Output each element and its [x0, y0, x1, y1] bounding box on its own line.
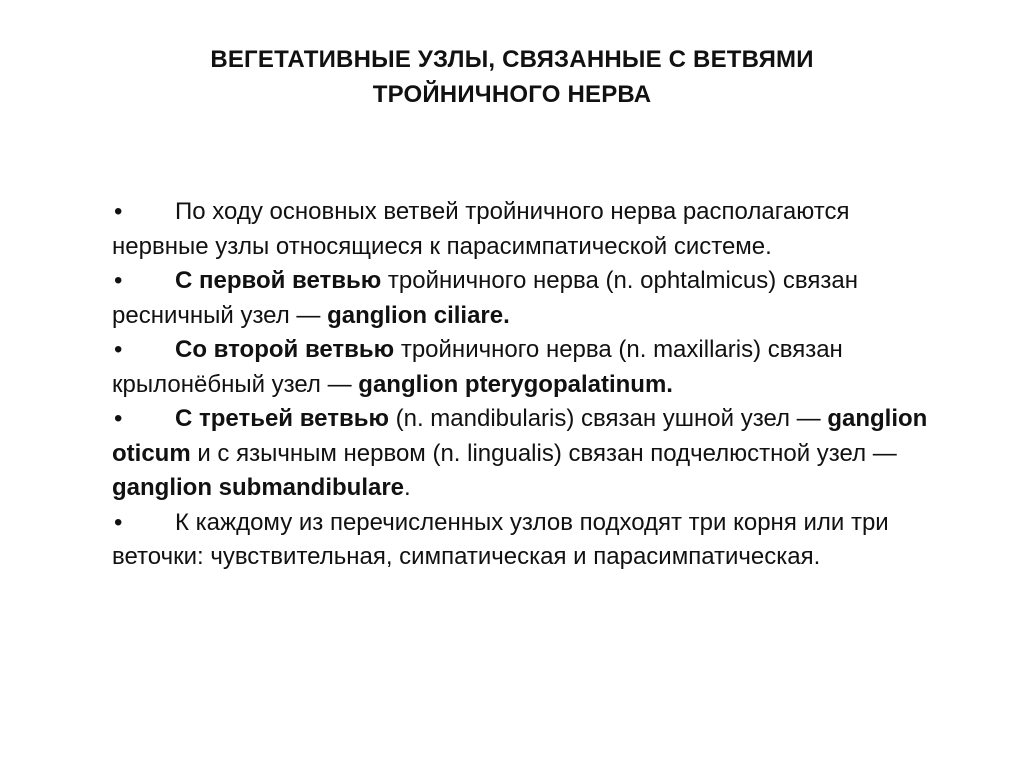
slide-title-line-2: ТРОЙНИЧНОГО НЕРВА [372, 81, 652, 108]
bullet-item-4-period: . [404, 474, 411, 501]
bullet-item-3 [112, 333, 932, 402]
bullet-item-4-ganglion-submandibulare: ganglion submandibulare [112, 474, 405, 501]
bullet-list [112, 195, 932, 575]
bullet-item-3-ganglion-name: ganglion pterygopalatinum. [358, 370, 673, 398]
bullet-item-2 [112, 264, 932, 333]
bullet-item-3-text: тройничного нерва (n. maxillaris) связан крылонёбный узел — [112, 336, 843, 398]
bullet-item-1 [112, 195, 932, 264]
bullet-item-2-ganglion-name: ganglion ciliare. [327, 301, 510, 329]
slide-title-line-1: ВЕГЕТАТИВНЫЕ УЗЛЫ, СВЯЗАННЫЕ С ВЕТВЯМИ [210, 46, 814, 73]
bullet-item-2-bold-lead: С первой ветвью [175, 267, 382, 294]
bullet-item-4-bold-lead: С третьей ветвью [175, 405, 389, 432]
slide-title [100, 42, 924, 112]
bullet-marker: • [114, 508, 123, 536]
bullet-marker: • [114, 198, 123, 225]
bullet-marker: • [114, 405, 123, 432]
bullet-item-2-text: тройничного нерва (n. ophtalmicus) связан ресничный узел — [112, 267, 858, 329]
bullet-item-1-text: По ходу основных ветвей тройничного нерва располагаются нервные узлы относящиеся к парасимпатической системе. [112, 198, 850, 260]
bullet-item-4-ganglion-oticum: ganglion oticum [112, 405, 928, 467]
bullet-item-5 [112, 506, 932, 575]
bullet-item-4-text-1: (n. mandibularis) связан ушной узел — [388, 405, 828, 432]
bullet-item-4 [112, 402, 932, 506]
bullet-marker: • [114, 336, 123, 363]
bullet-item-5-text: К каждому из перечисленных узлов подходят три корня или три веточки: чувствительная, симпатическая и парасимпатическая. [112, 508, 889, 570]
bullet-item-3-bold-lead: Со второй ветвью [175, 336, 395, 363]
bullet-marker: • [114, 267, 123, 294]
bullet-item-4-text-2: и с язычным нервом (n. lingualis) связан подчелюстной узел — [190, 439, 897, 467]
